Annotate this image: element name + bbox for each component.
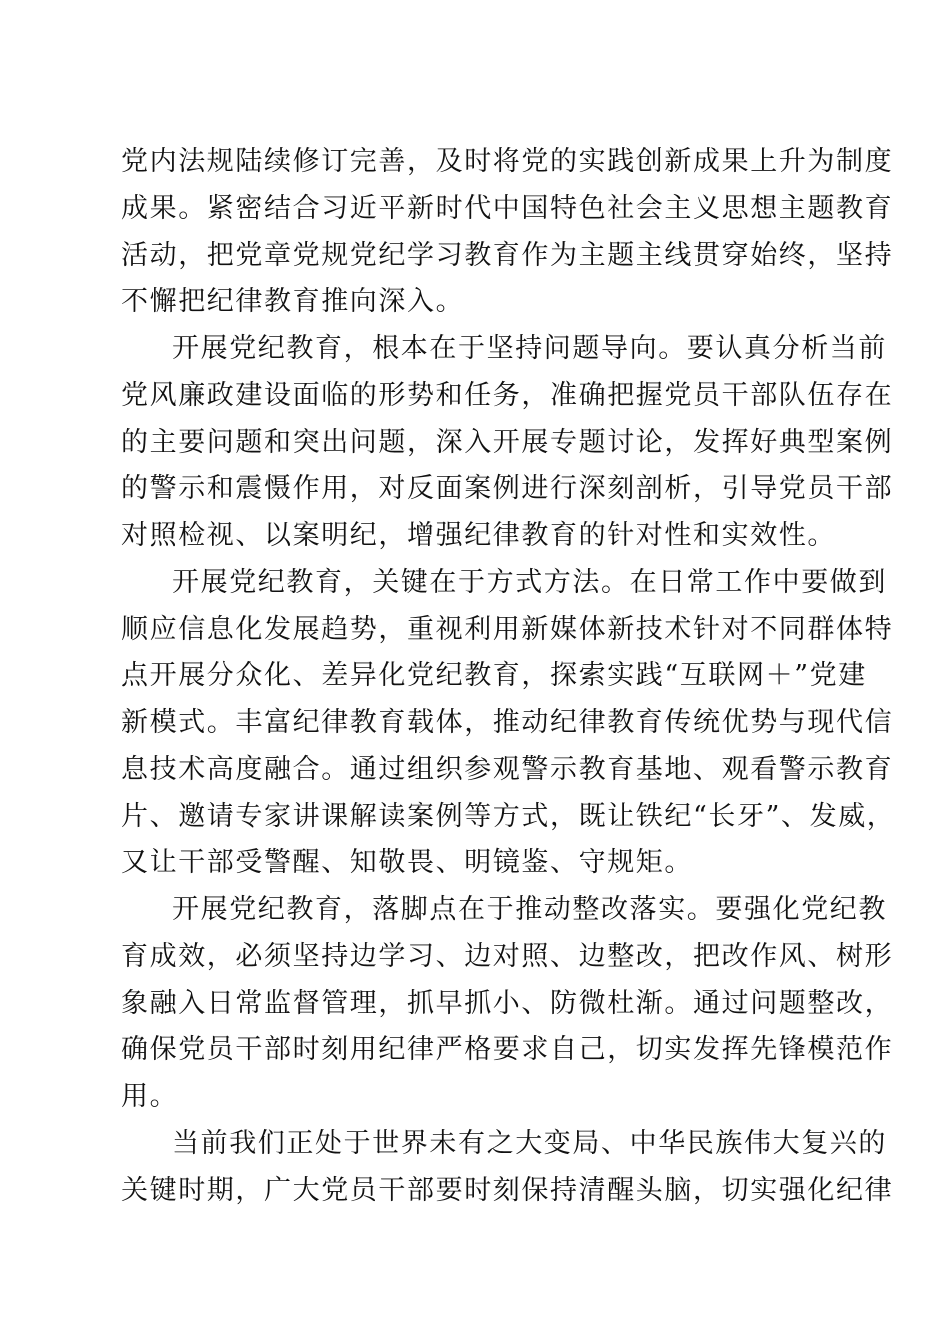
- text-line-17: 开展党纪教育，落脚点在于推动整改落实。要强化党纪教: [172, 894, 887, 925]
- text-line-10: 开展党纪教育，关键在于方式方法。在日常工作中要做到: [172, 567, 887, 598]
- text-line-15: 片、邀请专家讲课解读案例等方式，既让铁纪“长牙”、发威，: [121, 801, 896, 832]
- text-line-8: 的警示和震慑作用，对反面案例进行深刻剖析，引导党员干部: [121, 473, 894, 504]
- text-line-3: 活动，把党章党规党纪学习教育作为主题主线贯穿始终，坚持: [121, 240, 894, 271]
- text-line-19: 象融入日常监督管理，抓早抓小、防微杜渐。通过问题整改，: [121, 988, 894, 1019]
- text-line-22: 当前我们正处于世界未有之大变局、中华民族伟大复兴的: [172, 1128, 887, 1159]
- text-line-18: 育成效，必须坚持边学习、边对照、边整改，把改作风、树形: [121, 941, 894, 972]
- text-line-13: 新模式。丰富纪律教育载体，推动纪律教育传统优势与现代信: [121, 707, 894, 738]
- text-line-2: 成果。紧密结合习近平新时代中国特色社会主义思想主题教育: [121, 193, 894, 224]
- text-line-16: 又让干部受警醒、知敬畏、明镜鉴、守规矩。: [121, 847, 693, 878]
- text-line-21: 用。: [121, 1081, 179, 1112]
- text-line-9: 对照检视、以案明纪，增强纪律教育的针对性和实效性。: [121, 520, 836, 551]
- text-line-4: 不懈把纪律教育推向深入。: [121, 286, 465, 317]
- text-line-14: 息技术高度融合。通过组织参观警示教育基地、观看警示教育: [121, 754, 894, 785]
- text-line-23: 关键时期，广大党员干部要时刻保持清醒头脑，切实强化纪律: [121, 1175, 894, 1206]
- text-line-1: 党内法规陆续修订完善，及时将党的实践创新成果上升为制度: [121, 146, 894, 177]
- text-line-5: 开展党纪教育，根本在于坚持问题导向。要认真分析当前: [172, 333, 887, 364]
- text-line-12: 点开展分众化、差异化党纪教育，探索实践“互联网＋”党建: [121, 660, 867, 691]
- text-line-6: 党风廉政建设面临的形势和任务，准确把握党员干部队伍存在: [121, 380, 894, 411]
- text-line-7: 的主要问题和突出问题，深入开展专题讨论，发挥好典型案例: [121, 427, 894, 458]
- text-line-11: 顺应信息化发展趋势，重视利用新媒体新技术针对不同群体特: [121, 614, 894, 645]
- text-line-20: 确保党员干部时刻用纪律严格要求自己，切实发挥先锋模范作: [121, 1034, 894, 1065]
